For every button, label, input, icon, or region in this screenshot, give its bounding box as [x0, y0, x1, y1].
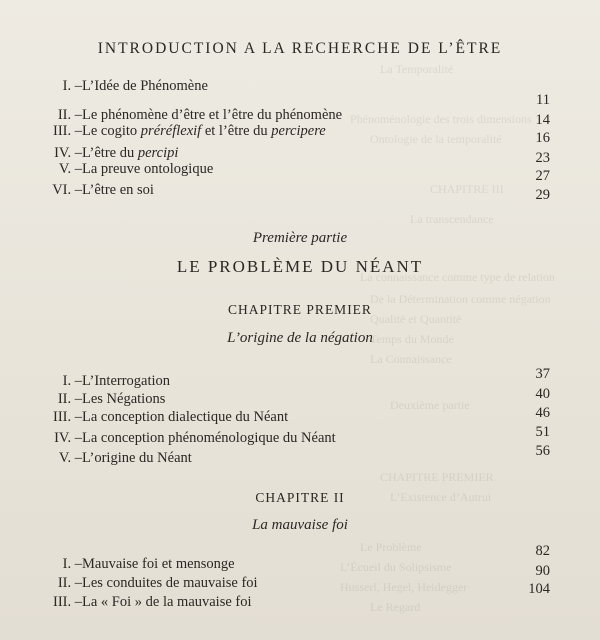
- entry-label: La « Foi » de la mauvaise foi: [82, 594, 252, 610]
- entry-number: II. –: [57, 107, 82, 123]
- entry-page: 82: [535, 543, 550, 559]
- entry-page: 51: [535, 424, 550, 440]
- entry-label: L’origine du Néant: [82, 450, 192, 466]
- entry-page: 16: [535, 130, 550, 146]
- entry-page: 37: [535, 366, 550, 382]
- section-title: INTRODUCTION A LA RECHERCHE DE L’ÊTRE: [97, 40, 503, 57]
- label-part: Le cogito: [82, 123, 141, 139]
- label-part: et l’être du: [201, 123, 272, 139]
- entry-number: I. –: [62, 556, 82, 572]
- entry-label: [82, 145, 178, 162]
- entry-number: I. –: [62, 78, 82, 94]
- entry-label: L’Idée de Phénomène: [82, 78, 208, 94]
- entry-number: I. –: [62, 373, 82, 389]
- entry-page: 14: [535, 112, 550, 128]
- entry-label: L’être en soi: [82, 182, 154, 198]
- entry-number: V. –: [58, 450, 82, 466]
- entry-page: 90: [535, 563, 550, 579]
- label-emphasis: préréflexif: [140, 123, 202, 139]
- entry-page: 40: [535, 386, 550, 402]
- chapter-subtitle: La mauvaise foi: [252, 517, 348, 533]
- entry-page: 11: [536, 92, 550, 108]
- entry-number: VI. –: [52, 182, 82, 198]
- entry-number: III. –: [53, 409, 82, 425]
- entry-page: 27: [535, 168, 550, 184]
- entry-label: [82, 123, 326, 140]
- entry-number: II. –: [57, 391, 82, 407]
- chapter-subtitle: L’origine de la négation: [227, 330, 373, 346]
- entry-page: 104: [528, 581, 550, 597]
- entry-label: Les Négations: [82, 391, 166, 407]
- entry-number: III. –: [53, 594, 82, 610]
- entry-label: Le phénomène d’être et l’être du phénomène: [82, 107, 343, 123]
- entry-page: 46: [535, 405, 550, 421]
- entry-page: 23: [535, 150, 550, 166]
- entry-number: V. –: [58, 161, 82, 177]
- entry-page: 29: [535, 187, 550, 203]
- entry-label: La preuve ontologique: [82, 161, 214, 177]
- show-through-text: La Temporalité Phénoménologie des trois dimensions Ontologie de la temporalité CHAPITRE III La transcendance La connaissance comme type de relation De la Détermination comme négation Qualité et Quantité Temps du Monde La Connaissance Deuxième partie CHAPITRE PREMIER L’Existence d’Autrui Le Problème L’Écueil du Solipsisme Husserl, Hegel, Heidegger Le Regard: [340, 62, 555, 614]
- chapter-heading: CHAPITRE II: [255, 490, 345, 505]
- label-emphasis: percipere: [271, 123, 326, 139]
- entry-number: IV. –: [54, 430, 82, 446]
- label-part: L’être du: [82, 145, 138, 161]
- entry-number: II. –: [57, 575, 82, 591]
- entry-number: IV. –: [54, 145, 82, 161]
- chapter-heading: CHAPITRE PREMIER: [228, 302, 372, 317]
- entry-label: La conception dialectique du Néant: [82, 409, 289, 425]
- entry-label: L’Interrogation: [82, 373, 171, 389]
- part-label: Première partie: [252, 230, 348, 246]
- entry-page: 56: [535, 443, 550, 459]
- entry-label: Mauvaise foi et mensonge: [82, 556, 235, 572]
- entry-label: Les conduites de mauvaise foi: [82, 575, 258, 591]
- entry-number: III. –: [53, 123, 82, 139]
- label-emphasis: percipi: [137, 145, 179, 161]
- entry-label: La conception phénoménologique du Néant: [82, 430, 336, 446]
- part-title: LE PROBLÈME DU NÉANT: [176, 257, 424, 276]
